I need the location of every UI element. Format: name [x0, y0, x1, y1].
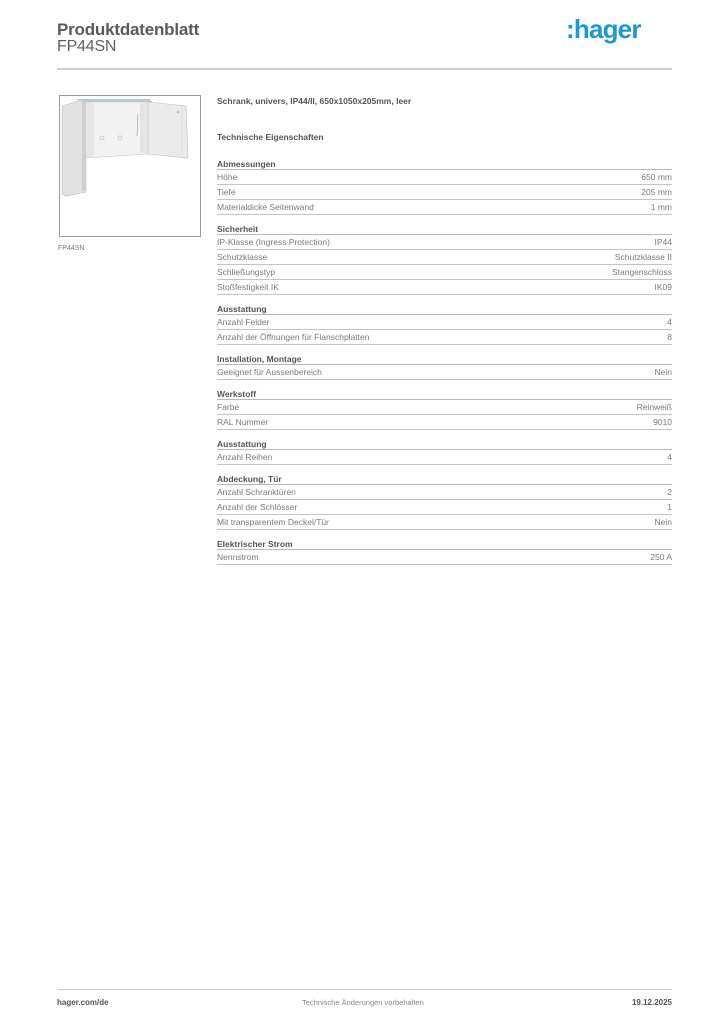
spec-label: Anzahl Reihen [217, 452, 273, 462]
spec-row [217, 235, 672, 250]
section-title: Technische Eigenschaften [217, 132, 324, 142]
spec-row [217, 450, 672, 465]
spec-group [217, 438, 672, 465]
spec-label: Farbe [217, 402, 240, 412]
spec-value: Schutzklasse II [614, 252, 672, 262]
spec-row [217, 330, 672, 345]
product-description: Schrank, univers, IP44/II, 650x1050x205mm, leer [217, 96, 412, 106]
footer-website-link[interactable]: hager.com/de [57, 998, 109, 1007]
spec-value: 8 [667, 332, 672, 342]
spec-value: IK09 [654, 282, 672, 292]
spec-group [217, 158, 672, 215]
spec-row [217, 365, 672, 380]
spec-label: Geeignet für Aussenbereich [217, 367, 322, 377]
spec-label: Nennstrom [217, 552, 259, 562]
spec-group [217, 538, 672, 565]
spec-label: Materialdicke Seitenwand [217, 202, 314, 212]
spec-value: 1 mm [650, 202, 672, 212]
spec-value: 1 [667, 502, 672, 512]
cabinet-illustration-icon [60, 96, 200, 236]
footer-notice: Technische Änderungen vorbehalten [302, 998, 424, 1007]
hager-logo: :hager [566, 14, 641, 44]
footer-divider [57, 989, 672, 990]
spec-label: Stoßfestigkeit IK [217, 282, 279, 292]
spec-row [217, 515, 672, 530]
spec-row [217, 550, 672, 565]
product-image [59, 95, 201, 237]
spec-label: Anzahl Schranktüren [217, 487, 296, 497]
group-title: Abdeckung, Tür [217, 473, 672, 485]
spec-value: 4 [667, 452, 672, 462]
spec-row [217, 485, 672, 500]
spec-group [217, 303, 672, 345]
spec-value: IP44 [654, 237, 672, 247]
spec-row [217, 200, 672, 215]
group-title: Installation, Montage [217, 353, 672, 365]
spec-content [217, 96, 672, 573]
spec-label: Anzahl der Öffnungen für Flanschplatten [217, 332, 370, 342]
spec-label: Schutzklasse [217, 252, 268, 262]
spec-row [217, 265, 672, 280]
spec-value: Nein [654, 517, 672, 527]
image-caption: FP44SN [58, 245, 85, 252]
spec-group [217, 223, 672, 295]
spec-label: IP-Klasse (Ingress Protection) [217, 237, 330, 247]
group-title: Ausstattung [217, 303, 672, 315]
spec-value: 250 A [650, 552, 672, 562]
spec-label: Anzahl der Schlösser [217, 502, 298, 512]
group-title: Sicherheit [217, 223, 672, 235]
spec-value: 4 [667, 317, 672, 327]
spec-row [217, 415, 672, 430]
spec-value: 650 mm [641, 172, 672, 182]
footer-date: 19.12.2025 [631, 998, 672, 1007]
group-title: Werkstoff [217, 388, 672, 400]
spec-row [217, 185, 672, 200]
spec-label: Anzahl Felder [217, 317, 270, 327]
group-title: Elektrischer Strom [217, 538, 672, 550]
header-divider [57, 68, 672, 70]
spec-value: Stangenschloss [611, 267, 672, 277]
spec-label: Höhe [217, 172, 238, 182]
spec-group [217, 353, 672, 380]
spec-row [217, 400, 672, 415]
spec-row [217, 500, 672, 515]
spec-row [217, 170, 672, 185]
spec-groups [217, 158, 672, 565]
spec-group [217, 473, 672, 530]
spec-value: 205 mm [641, 187, 672, 197]
spec-label: Mit transparentem Deckel/Tür [217, 517, 329, 527]
spec-value: 2 [667, 487, 672, 497]
spec-row [217, 250, 672, 265]
product-code: FP44SN [57, 38, 117, 55]
spec-value: Nein [654, 367, 672, 377]
spec-row [217, 280, 672, 295]
group-title: Ausstattung [217, 438, 672, 450]
spec-value: 9010 [653, 417, 672, 427]
group-title: Abmessungen [217, 158, 672, 170]
spec-value: Reinweiß [636, 402, 672, 412]
spec-label: RAL Nummer [217, 417, 269, 427]
page-title: Produktdatenblatt [57, 20, 200, 39]
spec-row [217, 315, 672, 330]
spec-label: Tiefe [217, 187, 236, 197]
spec-group [217, 388, 672, 430]
spec-label: Schließungstyp [217, 267, 276, 277]
